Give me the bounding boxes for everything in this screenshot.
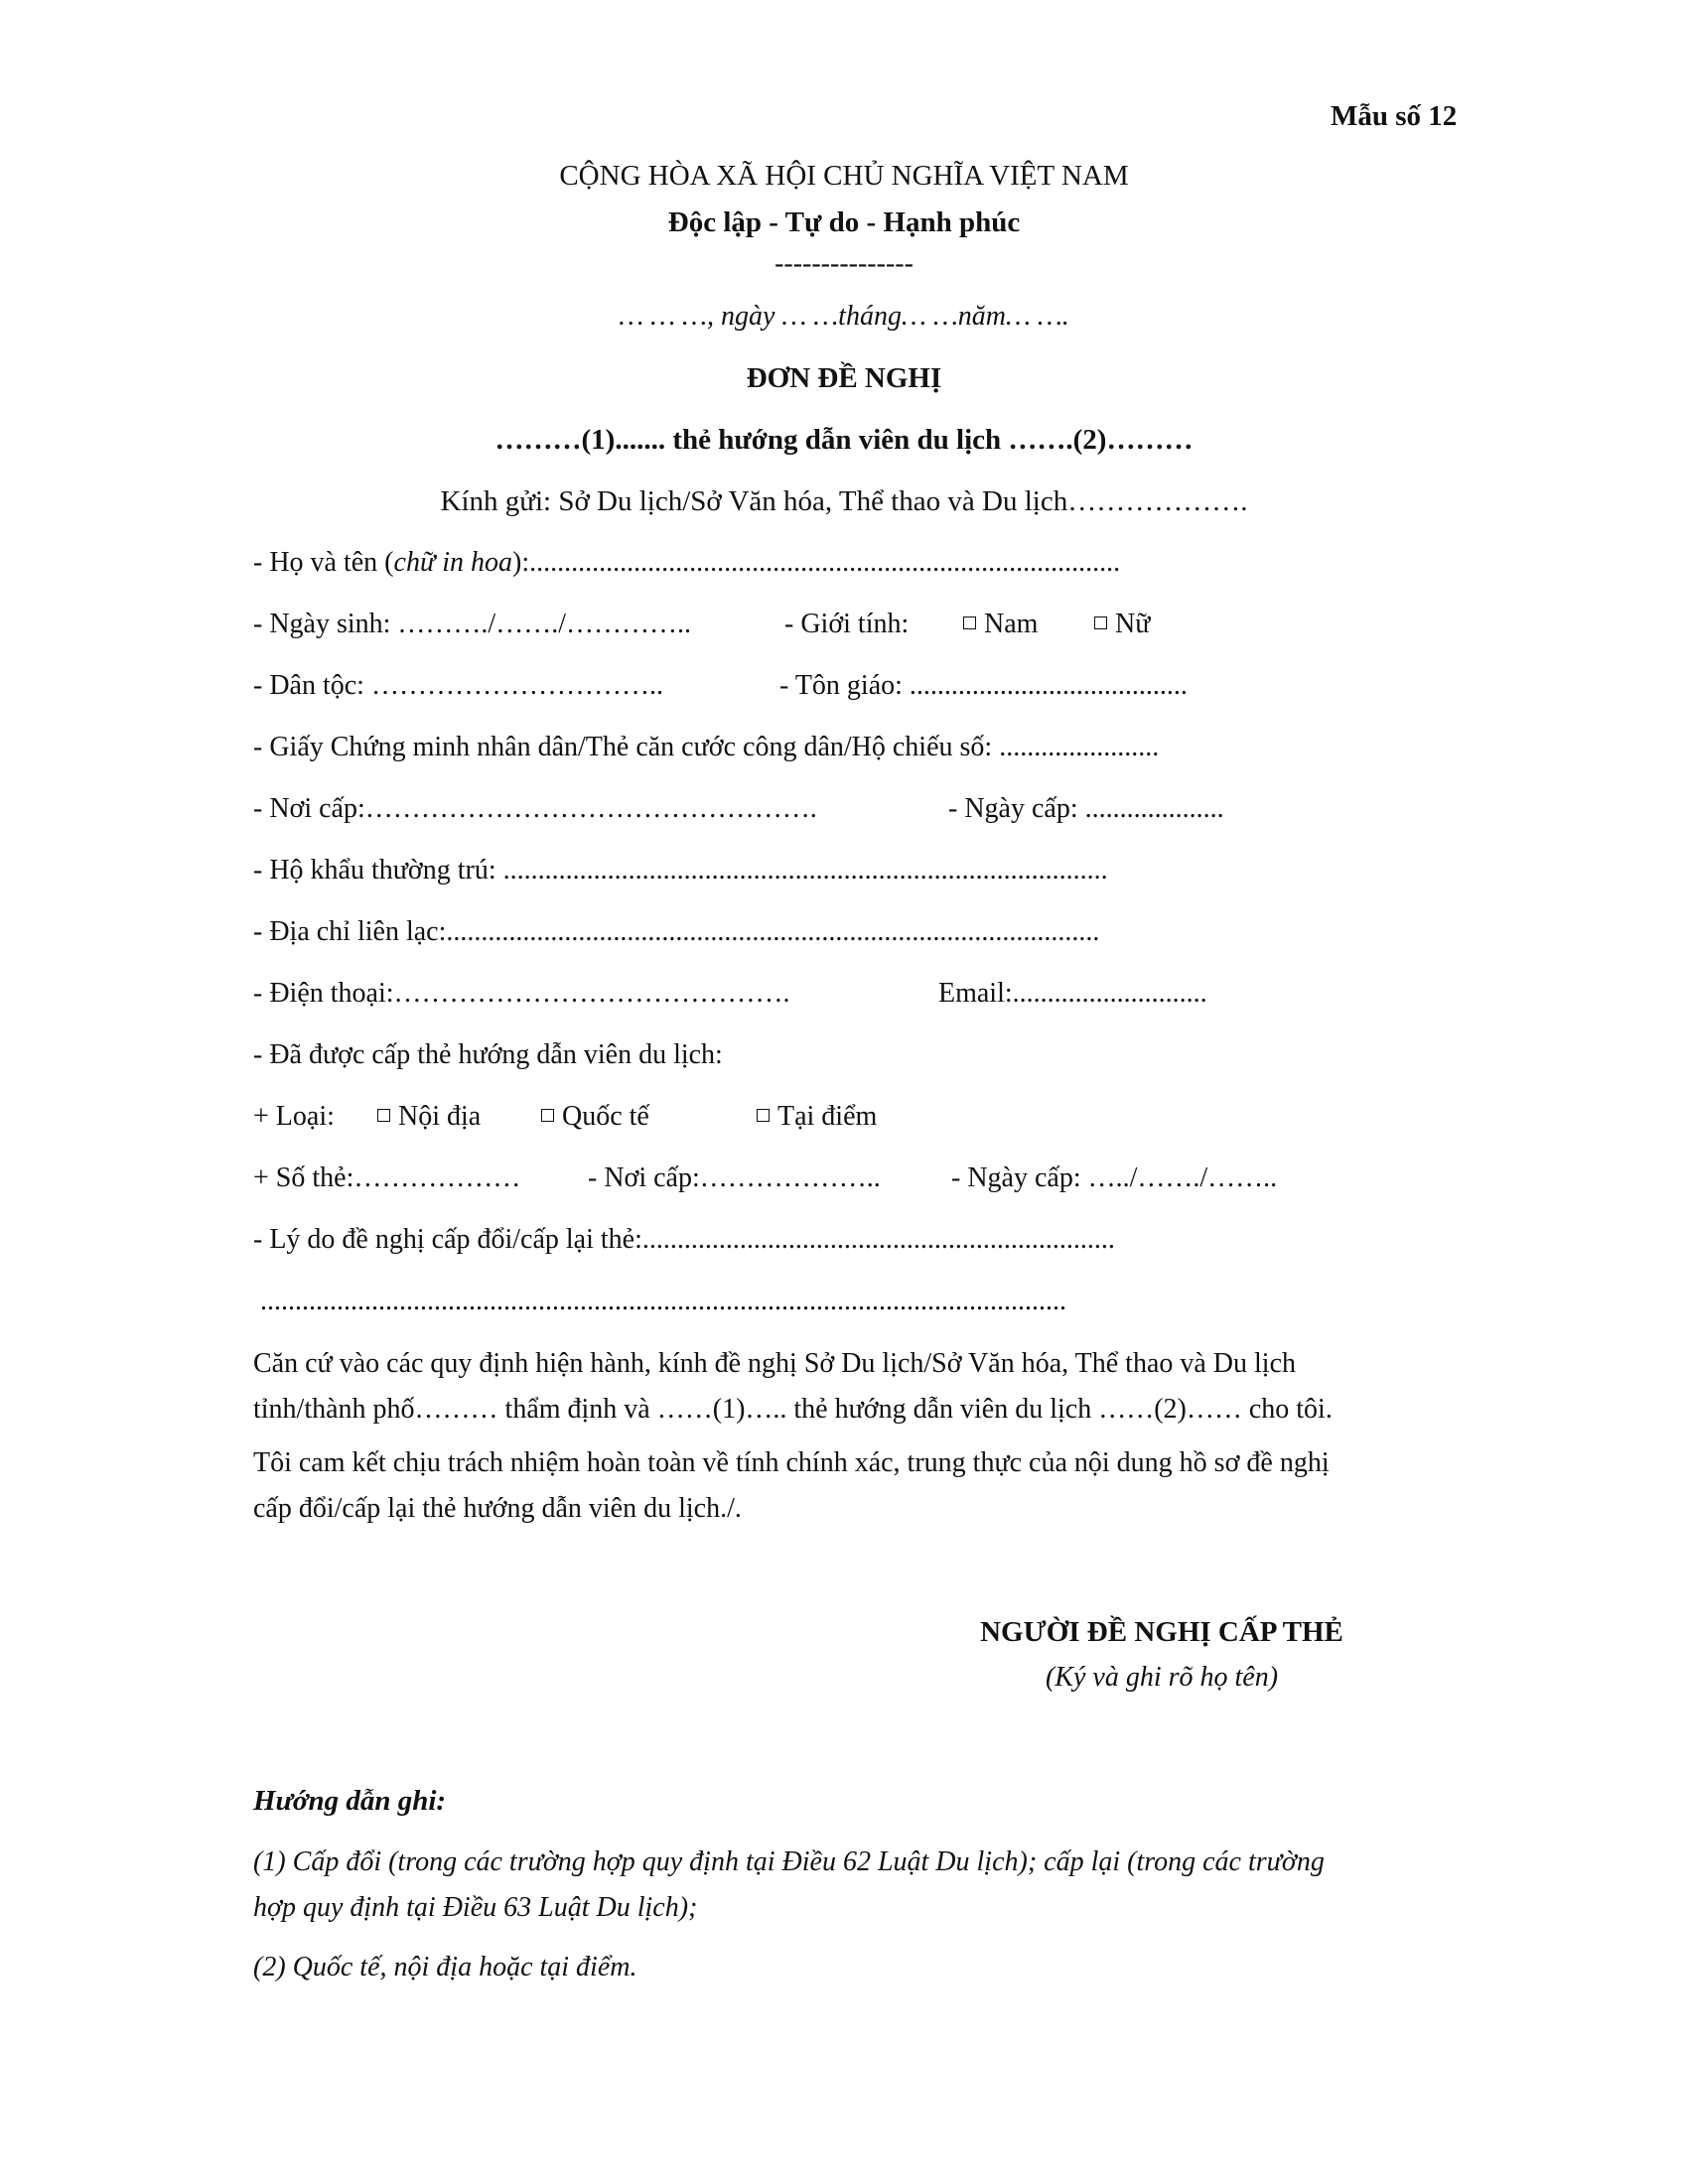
request-paragraph-line1: Căn cứ vào các quy định hiện hành, kính đề nghị Sở Du lịch/Sở Văn hóa, Thể thao và Du lịch	[253, 1348, 1296, 1379]
type-domestic-label: Nội địa	[398, 1101, 482, 1132]
checkbox-icon[interactable]	[377, 1109, 390, 1122]
country-name: CỘNG HÒA XÃ HỘI CHỦ NGHĨA VIỆT NAM	[559, 160, 1129, 192]
field-email[interactable]: Email:............................	[938, 978, 1207, 1009]
date-line: … … …, ngày … …tháng… …năm… ….	[619, 301, 1069, 332]
recipient-line: Kính gửi: Sở Du lịch/Sở Văn hóa, Thể thao và Du lịch……………….	[440, 485, 1248, 517]
field-address[interactable]: - Địa chỉ liên lạc:..............................................................................................	[253, 916, 1100, 947]
type-onsite-label: Tại điểm	[777, 1101, 878, 1132]
field-reason-continued[interactable]: ....................................................................................................................	[260, 1286, 1066, 1316]
gender-male-label: Nam	[984, 609, 1039, 639]
form-number: Mẫu số 12	[1331, 100, 1458, 132]
checkbox-icon[interactable]	[1094, 616, 1107, 629]
header-divider: ---------------	[774, 248, 914, 279]
card-type-label: + Loại:	[253, 1101, 335, 1132]
checkbox-icon[interactable]	[963, 616, 976, 629]
gender-male-option[interactable]	[963, 611, 1038, 638]
signature-title: NGƯỜI ĐỀ NGHỊ CẤP THẺ	[980, 1616, 1343, 1648]
field-card-issue-date[interactable]: - Ngày cấp: …../……./……..	[951, 1162, 1278, 1193]
gender-female-label: Nữ	[1115, 609, 1151, 639]
national-motto: Độc lập - Tự do - Hạnh phúc	[667, 206, 1021, 238]
field-phone[interactable]: - Điện thoại:…………………………………….	[253, 978, 790, 1009]
field-reason[interactable]: - Lý do đề nghị cấp đổi/cấp lại thẻ:....................................................................	[253, 1224, 1115, 1255]
field-full-name[interactable]	[253, 549, 1120, 577]
instruction-note-2: (2) Quốc tế, nội địa hoặc tại điểm.	[253, 1952, 637, 1982]
commitment-paragraph-line2: cấp đổi/cấp lại thẻ hướng dẫn viên du lịch./.	[253, 1493, 742, 1524]
field-religion[interactable]: - Tôn giáo: ........................................	[779, 670, 1188, 701]
document-subtitle: ………(1)....... thẻ hướng dẫn viên du lịch …….(2)………	[494, 424, 1194, 456]
instruction-note-1-line1: (1) Cấp đổi (trong các trường hợp quy định tại Điều 62 Luật Du lịch); cấp lại (trong các trường	[253, 1846, 1325, 1877]
field-ethnicity[interactable]: - Dân tộc: …………………………..	[253, 670, 663, 701]
checkbox-icon[interactable]	[757, 1109, 770, 1122]
document-title: ĐƠN ĐỀ NGHỊ	[746, 362, 942, 394]
type-international-option[interactable]	[541, 1103, 649, 1131]
field-issue-place[interactable]: - Nơi cấp:………………………………………….	[253, 793, 817, 824]
type-onsite-option[interactable]	[757, 1103, 877, 1131]
full-name-hint: chữ in hoa	[393, 547, 512, 578]
commitment-paragraph-line1: Tôi cam kết chịu trách nhiệm hoàn toàn về tính chính xác, trung thực của nội dung hồ sơ đề nghị	[253, 1447, 1330, 1478]
request-paragraph-line2: tỉnh/thành phố……… thẩm định và ……(1)….. thẻ hướng dẫn viên du lịch ……(2)…… cho tôi.	[253, 1394, 1333, 1425]
field-card-number[interactable]: + Số thẻ:………………	[253, 1162, 521, 1193]
signature-note: (Ký và ghi rõ họ tên)	[1045, 1662, 1279, 1693]
full-name-label: - Họ và tên (	[253, 547, 394, 578]
instructions-heading: Hướng dẫn ghi:	[253, 1785, 447, 1817]
type-international-label: Quốc tế	[562, 1101, 649, 1132]
full-name-blank: ):.....................................................................................	[512, 547, 1121, 578]
gender-female-option[interactable]	[1094, 611, 1150, 638]
checkbox-icon[interactable]	[541, 1109, 554, 1122]
instruction-note-1-line2: hợp quy định tại Điều 63 Luật Du lịch);	[253, 1892, 698, 1923]
type-domestic-option[interactable]	[377, 1103, 481, 1131]
field-residence[interactable]: - Hộ khẩu thường trú: .......................................................................................	[253, 855, 1108, 886]
field-dob[interactable]: - Ngày sinh: ………./……./…………..	[253, 609, 691, 639]
card-issued-label: - Đã được cấp thẻ hướng dẫn viên du lịch:	[253, 1039, 723, 1070]
field-card-issue-place[interactable]: - Nơi cấp:………………..	[588, 1162, 881, 1193]
gender-label: - Giới tính:	[784, 609, 910, 639]
field-id-number[interactable]: - Giấy Chứng minh nhân dân/Thẻ căn cước công dân/Hộ chiếu số: .......................	[253, 732, 1160, 762]
field-issue-date[interactable]: - Ngày cấp: ....................	[948, 793, 1224, 824]
